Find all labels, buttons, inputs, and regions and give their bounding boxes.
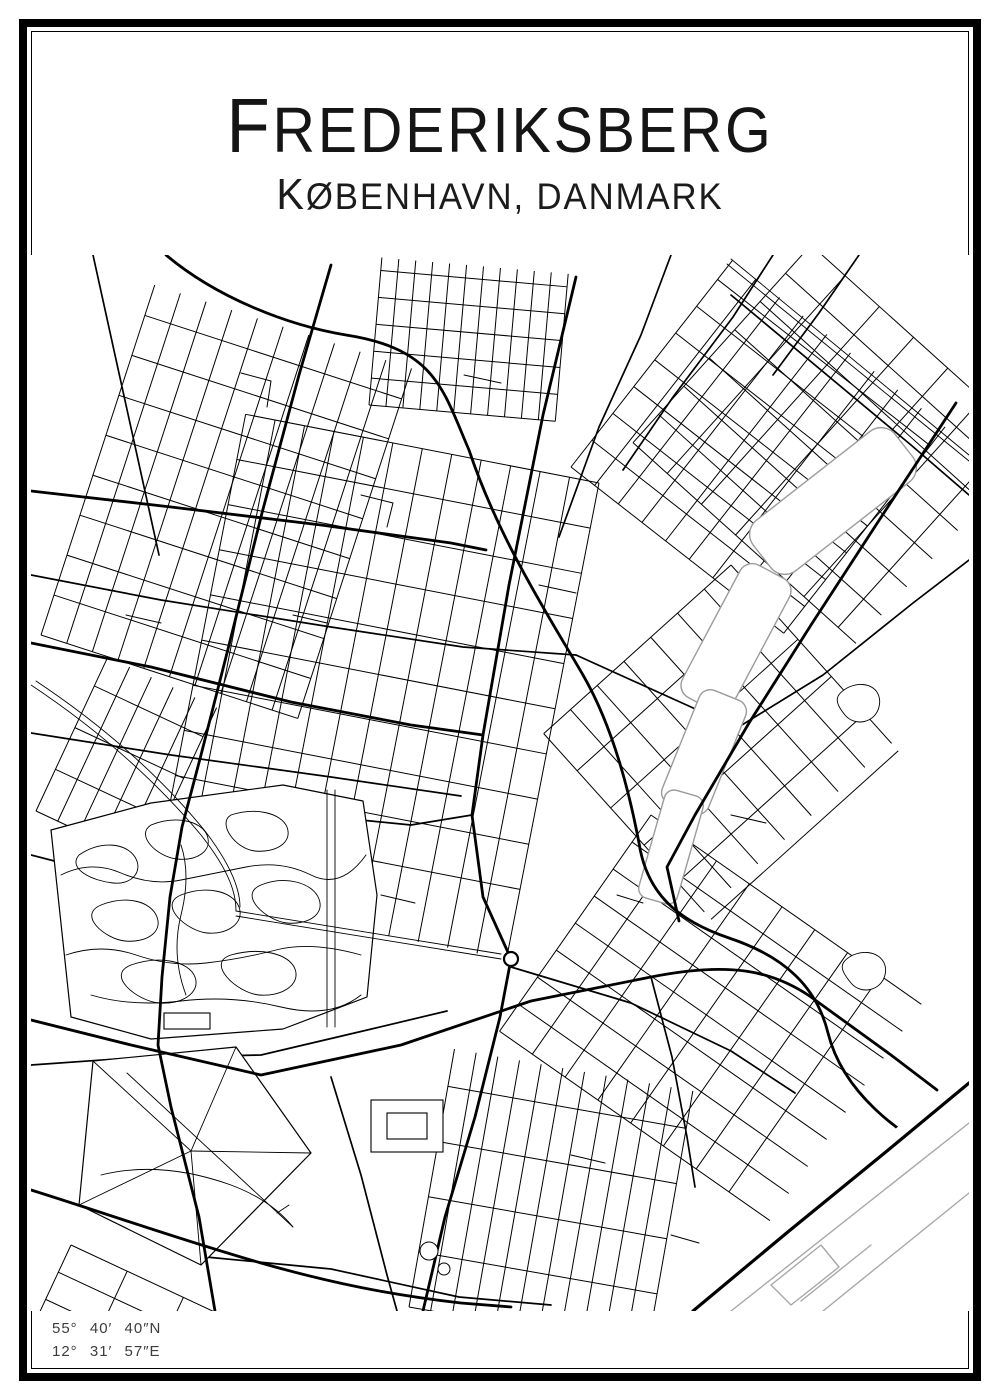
city-map (31, 255, 969, 1311)
city-subtitle: KØBENHAVN, DANMARK (276, 170, 724, 219)
city-title: FREDERIKSBERG (226, 83, 774, 169)
latitude: 55° 40′ 40″N (52, 1320, 162, 1337)
coordinates (52, 1318, 161, 1363)
longitude: 12° 31′ 57″E (52, 1342, 161, 1360)
